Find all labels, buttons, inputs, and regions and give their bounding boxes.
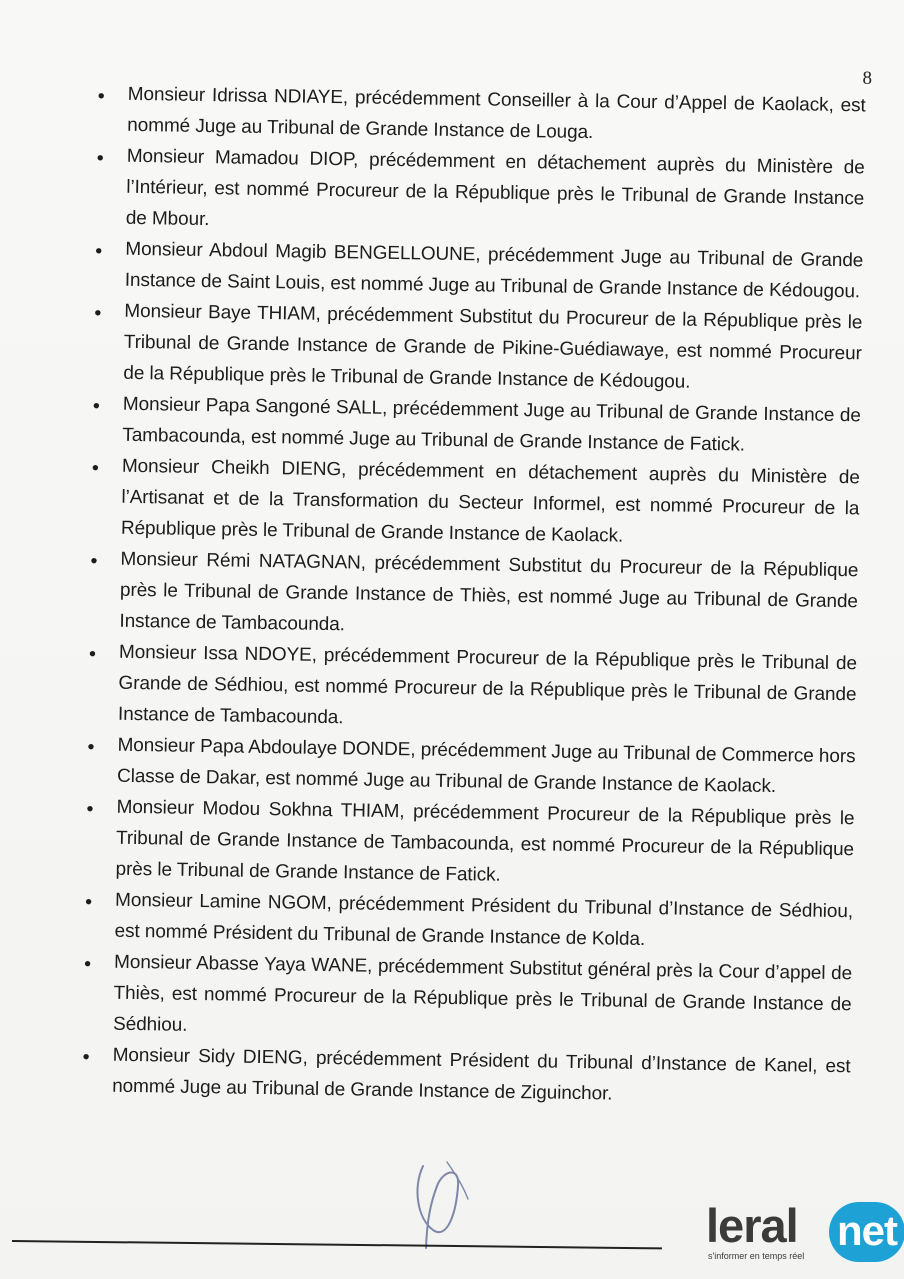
list-item-text: Monsieur Papa Abdoulaye DONDE, précédemment Juge au Tribunal de Commerce hors Classe de Dakar, est nommé Juge au Tribunal de Grande Instance de Kaolack. [116, 734, 856, 798]
signature-mark [405, 1144, 475, 1254]
list-item [71, 295, 862, 400]
bullet-icon: • [84, 891, 93, 914]
logo-badge: net [829, 1202, 904, 1262]
list-item [61, 946, 852, 1051]
list-item [60, 1039, 851, 1113]
list-item-text: Monsieur Issa NDOYE, précédemment Procureur de la République près le Tribunal de Grande de Sédhiou, est nommé Procureur de la République près le Tribunal de Grande Instance de Tambacounda. [117, 641, 858, 729]
bullet-icon: • [82, 1046, 90, 1069]
bullet-icon: • [88, 643, 97, 666]
list-item-text: Monsieur Idrissa NDIAYE, précédemment Conseiller à la Cour d’Appel de Kaolack, est nommé Juge au Tribunal de Grande Instance de Louga. [127, 83, 866, 144]
list-item-text: Monsieur Modou Sokhna THIAM, précédemment Procureur de la République près le Tribunal de Grande Instance de Tambacounda, est nommé Procureur de la République près le Tribunal de Grande Instance de Fatick. [115, 796, 855, 886]
logo-wordmark: leral [706, 1199, 798, 1252]
list-item-text: Monsieur Abasse Yaya WANE, précédemment Substitut général près la Cour d’appel de Thiès, est nommé Procureur de la République près le Tribunal de Grande Instance de Sédhiou. [112, 951, 853, 1036]
bullet-icon: • [95, 240, 103, 263]
bullet-icon: • [92, 395, 100, 418]
page-number: 8 [862, 68, 872, 89]
list-item-text: Monsieur Mamadou DIOP, précédemment en détachement auprès du Ministère de l’Intérieur, est nommé Procureur de la République près le Tribunal de Grande Instance de Mbour. [125, 145, 865, 231]
list-item-text: Monsieur Abdoul Magib BENGELLOUNE, précédemment Juge au Tribunal de Grande Instance de Saint Louis, est nommé Juge au Tribunal de Grande Instance de Kédougou. [124, 238, 864, 303]
bullet-icon: • [91, 457, 99, 480]
list-item-text: Monsieur Sidy DIENG, précédemment Président du Tribunal d’Instance de Kanel, est nommé Juge au Tribunal de Grande Instance de Ziguinchor. [112, 1044, 851, 1105]
list-item-text: Monsieur Baye THIAM, précédemment Substitut du Procureur de la République près le Tribunal de Grande Instance de Grande de Pikine-Guédiawaye, est nommé Procureur de la République près le Tribunal de Grande Instance de Kédougou. [123, 300, 863, 393]
list-item [67, 543, 858, 648]
list-item [74, 140, 865, 245]
bullet-icon: • [86, 798, 94, 821]
list-item [66, 636, 857, 741]
leralnet-logo [706, 1199, 904, 1264]
bullet-icon: • [83, 953, 92, 976]
bullet-icon: • [87, 736, 95, 759]
list-item-text: Monsieur Rémi NATAGNAN, précédemment Substitut du Procureur de la République près le Tribunal de Grande Instance de Thiès, est nommé Juge au Tribunal de Grande Instance de Tambacounda. [119, 548, 859, 636]
footer-divider [12, 1240, 662, 1249]
bullet-icon: • [96, 147, 104, 170]
list-item-text: Monsieur Lamine NGOM, précédemment Président du Tribunal d’Instance de Sédhiou, est nommé Président du Tribunal de Grande Instance de Kolda. [114, 889, 854, 951]
list-item [63, 791, 854, 896]
appointments-list [60, 78, 866, 1113]
bullet-icon: • [90, 550, 98, 573]
list-item [69, 450, 860, 555]
logo-tagline: s'informer en temps réel [708, 1251, 805, 1261]
bullet-icon: • [94, 302, 102, 325]
list-item-text: Monsieur Papa Sangoné SALL, précédemment Juge au Tribunal de Grande Instance de Tambacounda, est nommé Juge au Tribunal de Grande Instance de Fatick. [122, 393, 861, 456]
bullet-icon: • [97, 85, 105, 108]
list-item-text: Monsieur Cheikh DIENG, précédemment en détachement auprès du Ministère de l’Artisanat et de la Transformation du Secteur Informel, est nommé Procureur de la République près le Tribunal de Grande Instance de Kaolack. [120, 455, 860, 547]
